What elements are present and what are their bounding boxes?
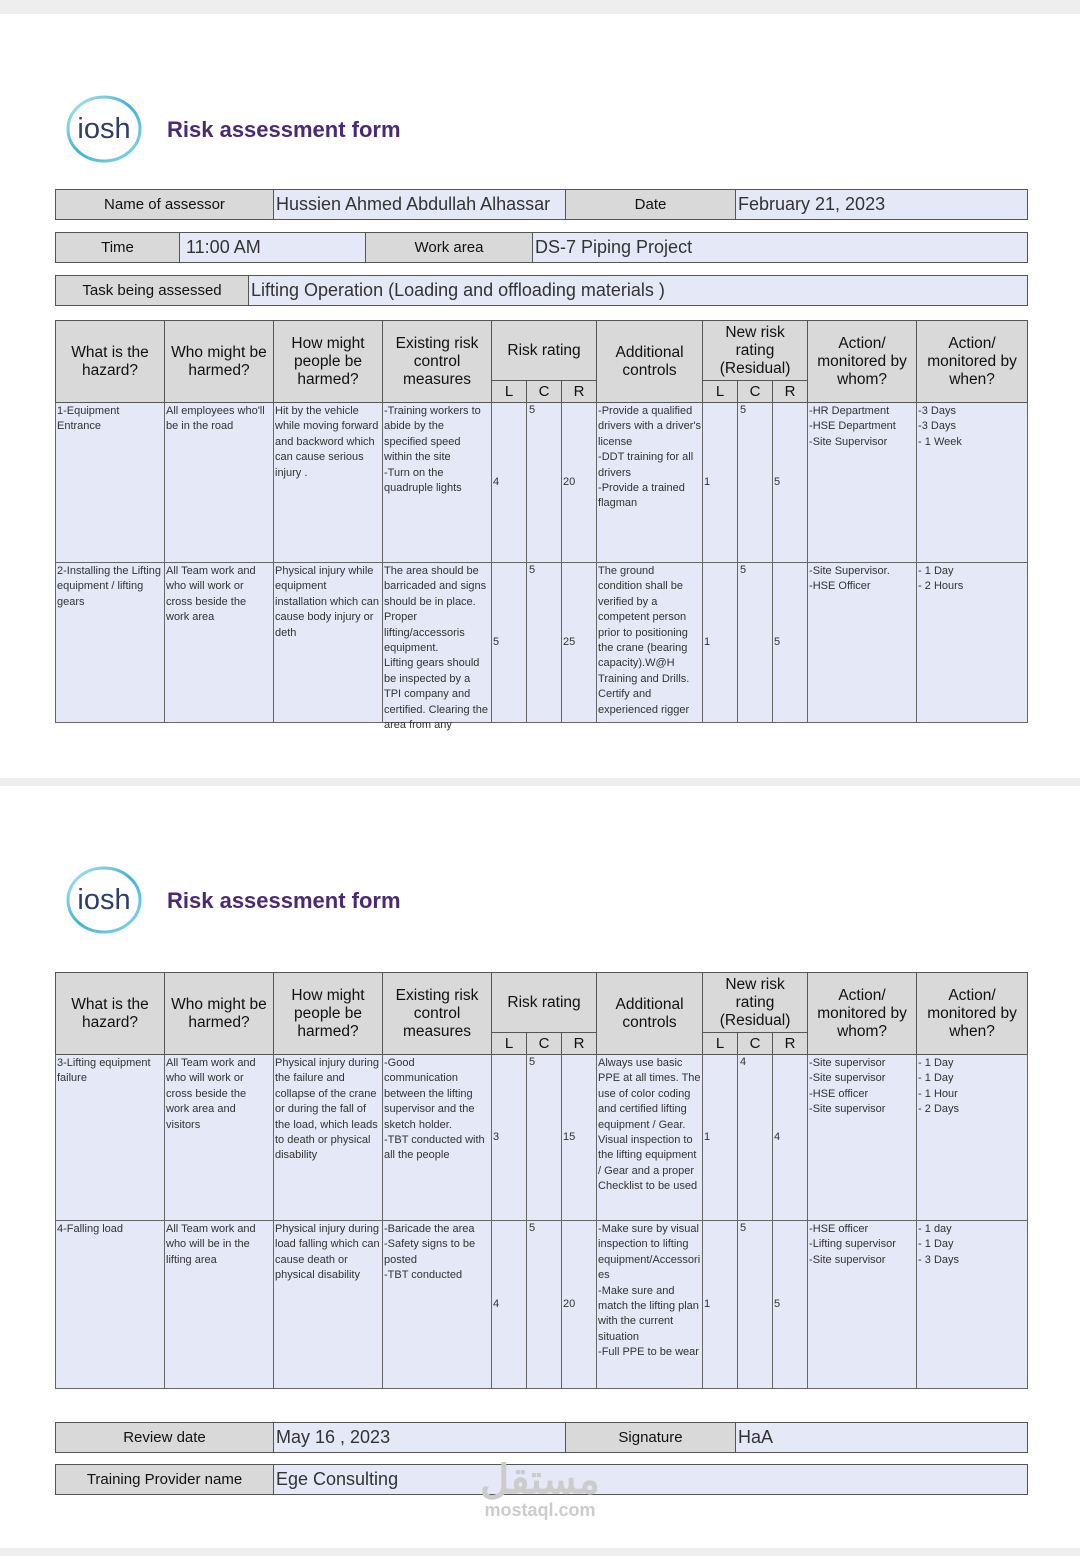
additional-cell: -Provide a qualified drivers with a driver's license -DDT training for all drivers -Provide a trained flagman xyxy=(598,405,701,510)
how-cell: Physical injury during load falling which can cause death or physical disability xyxy=(275,1223,380,1282)
by-when-cell: - 1 day - 1 Day - 3 Days xyxy=(918,1223,960,1266)
review-date-value: May 16 , 2023 xyxy=(274,1423,566,1453)
c-cell: 5 xyxy=(527,1055,562,1221)
assessor-row xyxy=(55,189,1028,220)
col-l: L xyxy=(492,381,527,403)
existing-cell: -Training workers to abide by the specified speed within the site -Turn on the quadruple lights xyxy=(384,405,481,495)
form-title: Risk assessment form xyxy=(167,888,401,913)
iosh-logo xyxy=(65,865,145,935)
signature-value: HaA xyxy=(736,1423,1028,1453)
watermark-latin: mostaql.com xyxy=(484,1500,596,1520)
col-by-when: Action/ monitored by when? xyxy=(917,321,1028,403)
col-additional: Additional controls xyxy=(597,973,703,1055)
how-cell: Physical injury during the failure and collapse of the crane or during the fall of the load, which leads to death or physical disability xyxy=(275,1057,379,1162)
by-whom-cell: -Site supervisor -Site supervisor -HSE officer -Site supervisor xyxy=(809,1057,886,1116)
col-additional: Additional controls xyxy=(597,321,703,403)
col-existing: Existing risk control measures xyxy=(383,321,492,403)
assessor-value: Hussien Ahmed Abdullah Alhassar xyxy=(274,190,566,220)
by-when-cell: - 1 Day - 1 Day - 1 Hour - 2 Days xyxy=(918,1057,960,1116)
r-cell: 15 xyxy=(562,1055,597,1221)
col-c: C xyxy=(527,381,562,403)
r-cell: 20 xyxy=(562,1221,597,1389)
iosh-logo xyxy=(65,94,145,164)
work-area-label: Work area xyxy=(366,233,533,263)
time-value: 11:00 AM xyxy=(180,233,366,263)
date-label: Date xyxy=(566,190,736,220)
mostaql-watermark xyxy=(470,1460,610,1520)
col-new-l: L xyxy=(703,1033,738,1055)
who-cell: All Team work and who will work or cross beside the work area and visitors xyxy=(166,1057,256,1131)
col-who: Who might be harmed? xyxy=(165,321,274,403)
form-title: Risk assessment form xyxy=(167,117,401,142)
task-row xyxy=(55,275,1028,306)
time-row xyxy=(55,232,1028,263)
l-cell: 5 xyxy=(492,563,527,723)
col-risk-rating: Risk rating xyxy=(492,973,597,1033)
svg-text:iosh: iosh xyxy=(77,884,131,916)
l-cell: 3 xyxy=(492,1055,527,1221)
l-cell: 4 xyxy=(492,1221,527,1389)
additional-cell: The ground condition shall be verified by a competent person prior to positioning the crane (bearing capacity).W@H Training and Drills. Certify and experienced rigger xyxy=(598,565,690,716)
col-by-whom: Action/ monitored by whom? xyxy=(808,973,917,1055)
table-row xyxy=(56,1055,1028,1221)
existing-cell: The area should be barricaded and signs should be in place. Proper lifting/accessoris equipment. Lifting gears should be inspected by a TPI company and certified. Clearing the area from any xyxy=(384,565,488,732)
col-new-c: C xyxy=(738,381,773,403)
review-date-label: Review date xyxy=(56,1423,274,1453)
who-cell: All Team work and who will be in the lifting area xyxy=(166,1223,256,1266)
col-new-risk: New risk rating (Residual) xyxy=(703,973,808,1033)
how-cell: Hit by the vehicle while moving forward and backword which can cause serious injury . xyxy=(275,405,379,479)
col-new-r: R xyxy=(773,381,808,403)
new-r-cell: 5 xyxy=(773,563,808,723)
hazard-cell: 1-Equipment Entrance xyxy=(57,405,120,433)
new-l-cell: 1 xyxy=(703,403,738,563)
time-label: Time xyxy=(56,233,180,263)
new-c-cell: 5 xyxy=(738,1221,773,1389)
col-how: How might people be harmed? xyxy=(274,321,383,403)
r-cell: 25 xyxy=(562,563,597,723)
col-new-risk: New risk rating (Residual) xyxy=(703,321,808,381)
existing-cell: -Baricade the area -Safety signs to be posted -TBT conducted xyxy=(384,1223,476,1282)
col-r: R xyxy=(562,1033,597,1055)
col-by-when: Action/ monitored by when? xyxy=(917,973,1028,1055)
col-new-l: L xyxy=(703,381,738,403)
c-cell: 5 xyxy=(527,1221,562,1389)
additional-cell: -Make sure by visual inspection to lifting equipment/Accessories -Make sure and match the lifting plan with the current situation -Full PPE to be wear xyxy=(598,1223,701,1359)
date-value: February 21, 2023 xyxy=(736,190,1028,220)
new-r-cell: 4 xyxy=(773,1055,808,1221)
col-new-r: R xyxy=(773,1033,808,1055)
task-label: Task being assessed xyxy=(56,276,249,306)
by-whom-cell: -HR Department -HSE Department -Site Supervisor xyxy=(809,405,896,448)
who-cell: All Team work and who will work or cross beside the work area xyxy=(166,565,256,624)
provider-label: Training Provider name xyxy=(56,1465,274,1495)
risk-table-1 xyxy=(55,320,1028,732)
c-cell: 5 xyxy=(527,563,562,723)
hazard-cell: 2-Installing the Lifting equipment / lifting gears xyxy=(57,565,161,608)
by-whom-cell: -Site Supervisor. -HSE Officer xyxy=(809,565,890,593)
table-row xyxy=(56,563,1028,723)
new-l-cell: 1 xyxy=(703,563,738,723)
col-hazard: What is the hazard? xyxy=(56,321,165,403)
hazard-cell: 4-Falling load xyxy=(57,1223,124,1235)
new-c-cell: 5 xyxy=(738,403,773,563)
existing-cell: -Good communication between the lifting supervisor and the sketch holder. -TBT conducted with all the people xyxy=(384,1057,485,1162)
col-who: Who might be harmed? xyxy=(165,973,274,1055)
col-c: C xyxy=(527,1033,562,1055)
review-row xyxy=(55,1422,1028,1453)
work-area-value: DS-7 Piping Project xyxy=(533,233,1028,263)
col-existing: Existing risk control measures xyxy=(383,973,492,1055)
how-cell: Physical injury while equipment installation which can cause body injury or deth xyxy=(275,565,379,639)
form-page-1 xyxy=(0,14,1080,778)
c-cell: 5 xyxy=(527,403,562,563)
task-value: Lifting Operation (Loading and offloading materials ) xyxy=(249,276,1028,306)
col-hazard: What is the hazard? xyxy=(56,973,165,1055)
by-when-cell: - 1 Day - 2 Hours xyxy=(918,565,964,593)
r-cell: 20 xyxy=(562,403,597,563)
col-risk-rating: Risk rating xyxy=(492,321,597,381)
col-new-c: C xyxy=(738,1033,773,1055)
who-cell: All employees who'll be in the road xyxy=(166,405,265,433)
new-r-cell: 5 xyxy=(773,1221,808,1389)
provider-value: Ege Consulting xyxy=(274,1465,1028,1495)
col-l: L xyxy=(492,1033,527,1055)
signature-label: Signature xyxy=(566,1423,736,1453)
hazard-cell: 3-Lifting equipment failure xyxy=(57,1057,151,1085)
col-r: R xyxy=(562,381,597,403)
form-page-2 xyxy=(0,786,1080,1548)
col-how: How might people be harmed? xyxy=(274,973,383,1055)
watermark-arabic: مستقل xyxy=(480,1458,600,1502)
new-l-cell: 1 xyxy=(703,1055,738,1221)
new-r-cell: 5 xyxy=(773,403,808,563)
new-l-cell: 1 xyxy=(703,1221,738,1389)
svg-text:iosh: iosh xyxy=(77,113,131,145)
by-whom-cell: -HSE officer -Lifting supervisor -Site supervisor xyxy=(809,1223,896,1266)
additional-cell: Always use basic PPE at all times. The use of color coding and certified lifting equipment / Gear. Visual inspection to the lifting equipment / Gear and a proper Checklist to be used xyxy=(598,1057,701,1193)
risk-table-2 xyxy=(55,972,1028,1389)
assessor-label: Name of assessor xyxy=(56,190,274,220)
col-by-whom: Action/ monitored by whom? xyxy=(808,321,917,403)
table-row xyxy=(56,1221,1028,1389)
by-when-cell: -3 Days -3 Days - 1 Week xyxy=(918,405,962,448)
table-row xyxy=(56,403,1028,563)
new-c-cell: 4 xyxy=(738,1055,773,1221)
new-c-cell: 5 xyxy=(738,563,773,723)
l-cell: 4 xyxy=(492,403,527,563)
